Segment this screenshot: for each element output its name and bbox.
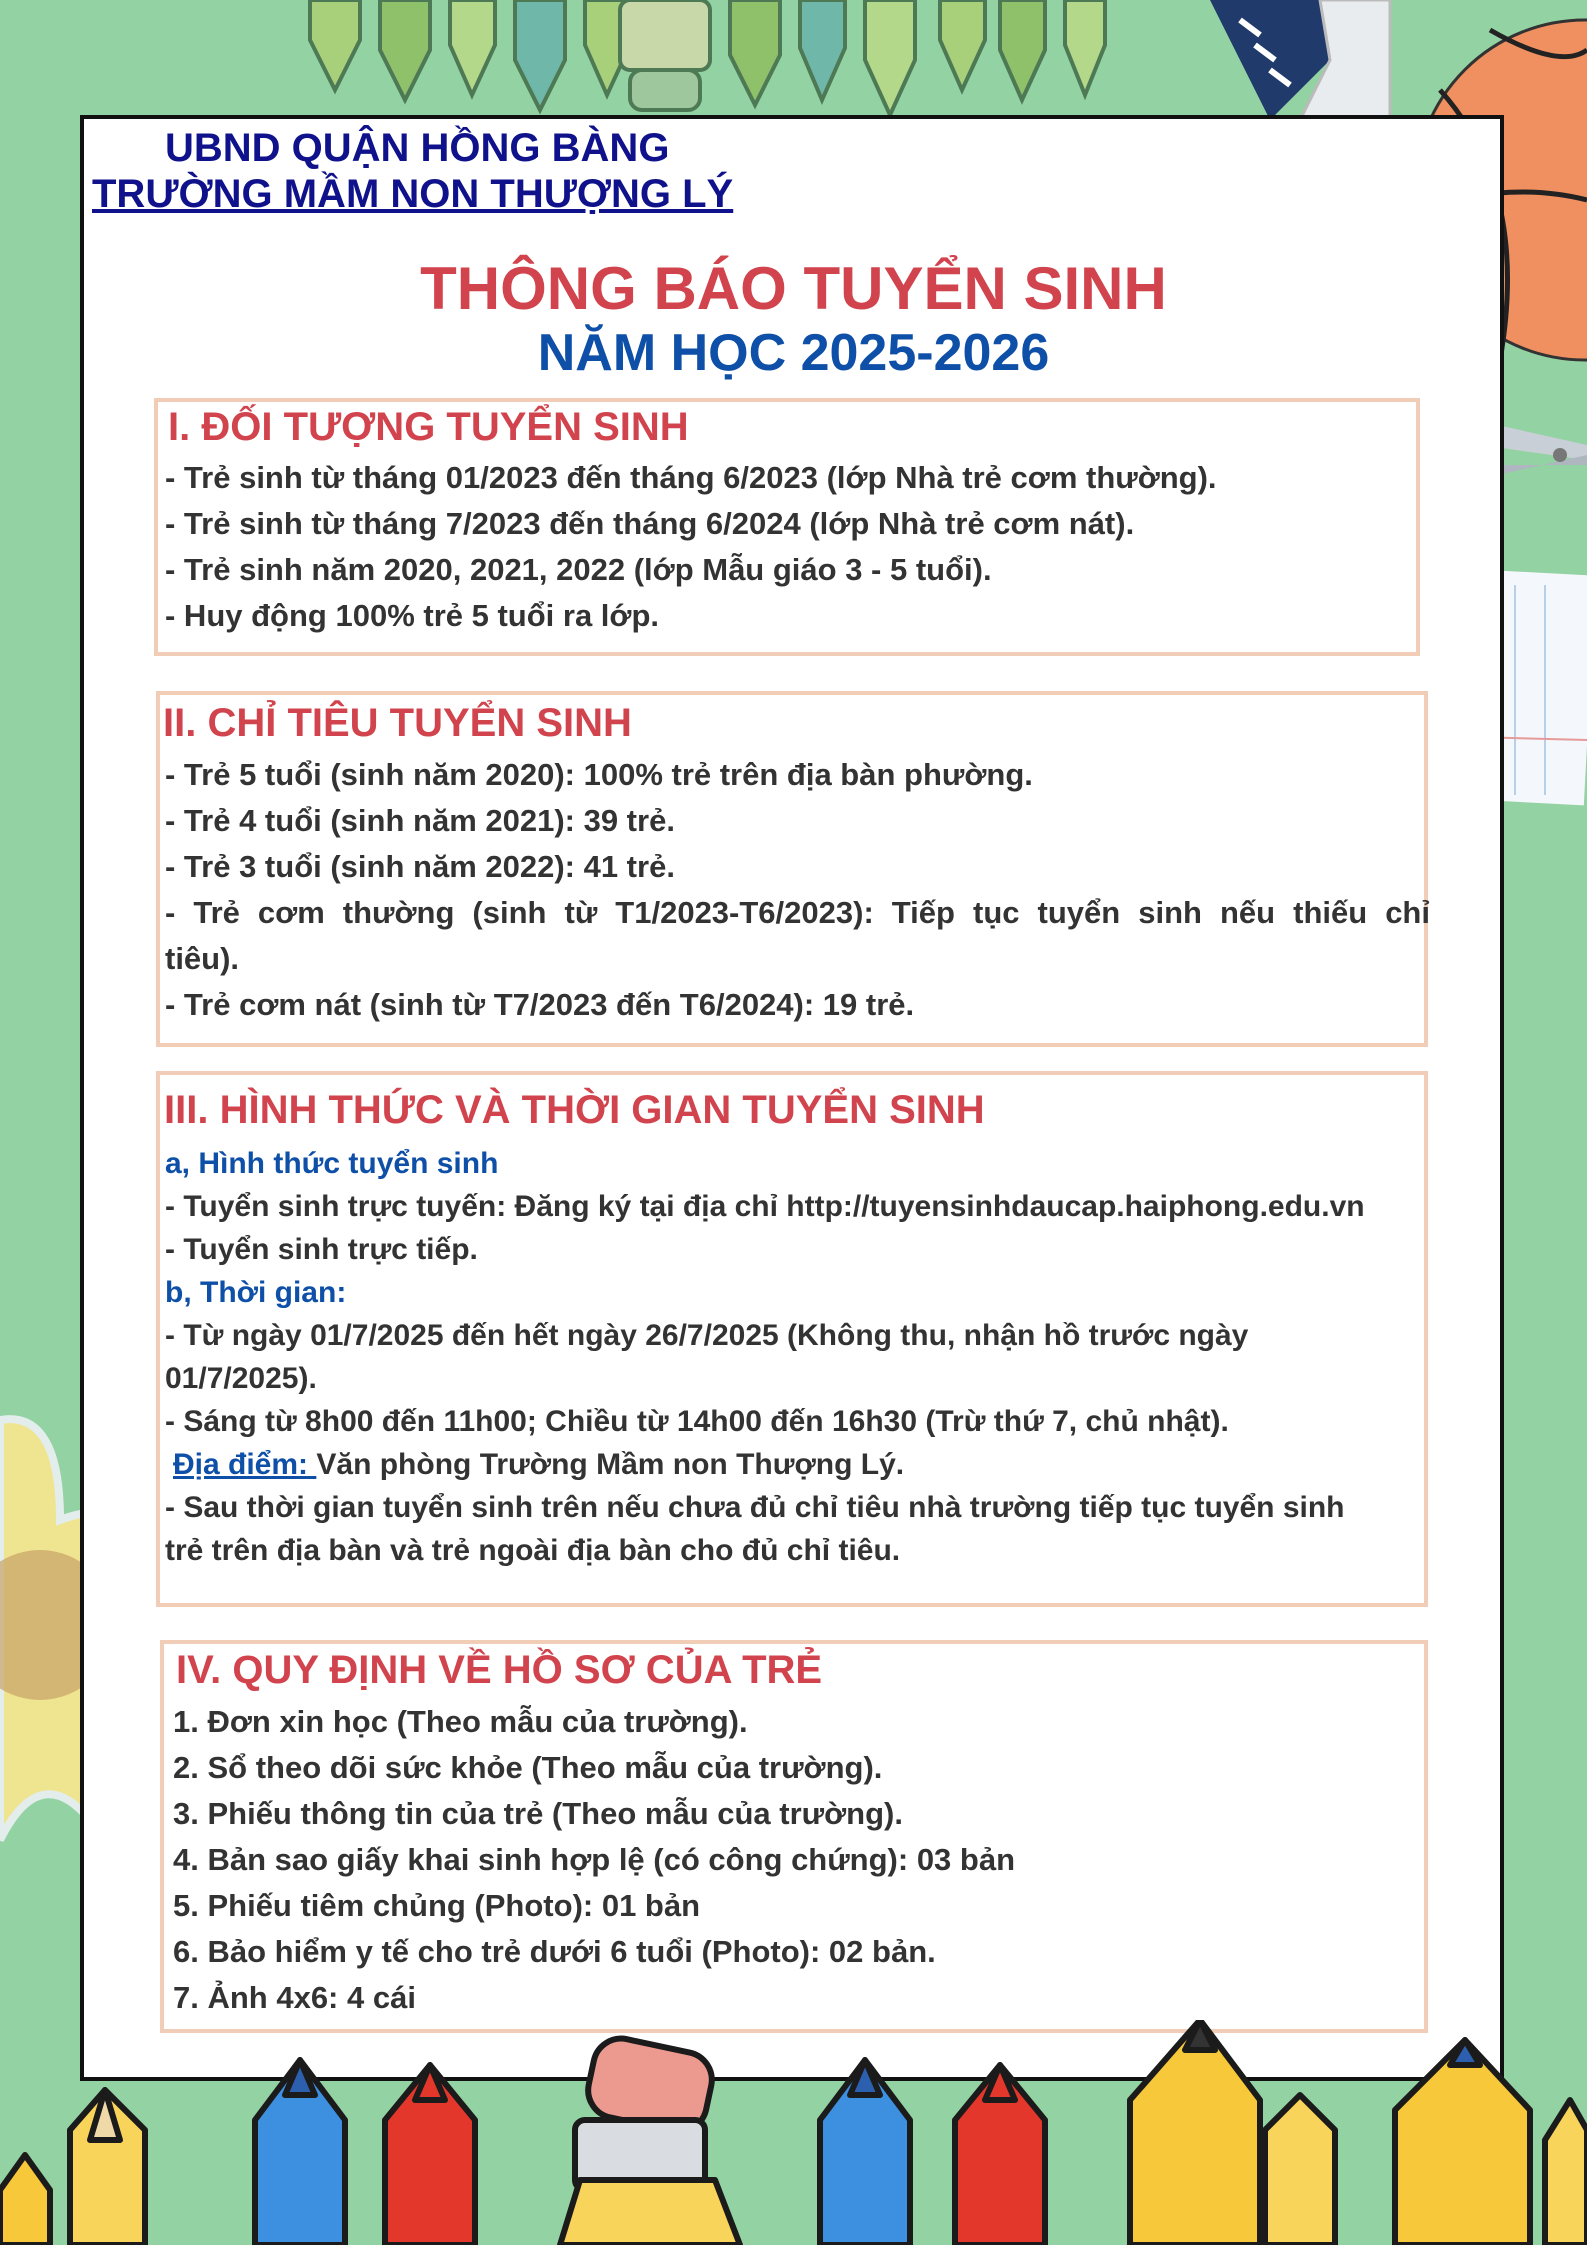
- online-registration-text: - Tuyển sinh trực tuyến: Đăng ký tại địa chỉ http://tuyensinhdaucap.haiphong.edu.vn: [165, 1190, 1365, 1223]
- org-line-district: UBND QUẬN HỒNG BÀNG: [165, 126, 670, 170]
- direct-registration-text: - Tuyển sinh trực tiếp.: [165, 1233, 478, 1266]
- list-item: - Trẻ 3 tuổi (sinh năm 2022): 41 trẻ.: [165, 849, 675, 884]
- list-item: 5. Phiếu tiêm chủng (Photo): 01 bản: [173, 1888, 701, 1923]
- list-item: 7. Ảnh 4x6: 4 cái: [173, 1980, 416, 2015]
- list-item: - Trẻ 5 tuổi (sinh năm 2020): 100% trẻ trên địa bàn phường.: [165, 757, 1033, 792]
- office-hours-text: - Sáng từ 8h00 đến 11h00; Chiều từ 14h00 đến 16h30 (Trừ thứ 7, chủ nhật).: [165, 1405, 1229, 1438]
- page-subtitle: NĂM HỌC 2025-2026: [537, 324, 1050, 382]
- list-item: - Trẻ sinh năm 2020, 2021, 2022 (lớp Mẫu giáo 3 - 5 tuổi).: [165, 552, 992, 587]
- section-quota-title: II. CHỈ TIÊU TUYỂN SINH: [163, 701, 632, 745]
- subsection-time-heading: b, Thời gian:: [165, 1276, 347, 1309]
- section-target-title: I. ĐỐI TƯỢNG TUYỂN SINH: [168, 405, 689, 449]
- location-value: Văn phòng Trường Mầm non Thượng Lý.: [316, 1448, 905, 1481]
- after-period-text: - Sau thời gian tuyển sinh trên nếu chưa đủ chỉ tiêu nhà trường tiếp tục tuyển sinh: [165, 1491, 1345, 1524]
- list-item: - Trẻ cơm nát (sinh từ T7/2023 đến T6/2024): 19 trẻ.: [165, 987, 915, 1022]
- list-item: 1. Đơn xin học (Theo mẫu của trường).: [173, 1704, 748, 1739]
- list-item: 2. Sổ theo dõi sức khỏe (Theo mẫu của trường).: [173, 1750, 883, 1785]
- list-item: 4. Bản sao giấy khai sinh hợp lệ (có công chứng): 03 bản: [173, 1842, 1016, 1877]
- list-item: - Trẻ 4 tuổi (sinh năm 2021): 39 trẻ.: [165, 803, 675, 838]
- after-period-text-cont: trẻ trên địa bàn và trẻ ngoài địa bàn cho đủ chỉ tiêu.: [165, 1534, 901, 1567]
- section-documents-title: IV. QUY ĐỊNH VỀ HỒ SƠ CỦA TRẺ: [176, 1648, 823, 1692]
- subsection-method-heading: a, Hình thức tuyển sinh: [165, 1147, 499, 1180]
- list-item: 3. Phiếu thông tin của trẻ (Theo mẫu của trường).: [173, 1796, 903, 1831]
- list-item: - Trẻ cơm thường (sinh từ T1/2023-T6/2023): Tiếp tục tuyển sinh nếu thiếu chỉ: [165, 895, 1430, 930]
- org-line-school: TRƯỜNG MẦM NON THƯỢNG LÝ: [92, 172, 734, 216]
- location-label: Địa điểm:: [173, 1448, 317, 1481]
- list-item: 6. Bảo hiểm y tế cho trẻ dưới 6 tuổi (Photo): 02 bản.: [173, 1934, 936, 1969]
- list-item: - Trẻ sinh từ tháng 01/2023 đến tháng 6/2023 (lớp Nhà trẻ cơm thường).: [165, 460, 1217, 495]
- date-range-text-cont: 01/7/2025).: [165, 1362, 317, 1395]
- pencils-top-decoration: [300, 0, 1180, 130]
- page-title: THÔNG BÁO TUYỂN SINH: [420, 255, 1167, 322]
- section-method-title: III. HÌNH THỨC VÀ THỜI GIAN TUYỂN SINH: [164, 1088, 985, 1132]
- date-range-text: - Từ ngày 01/7/2025 đến hết ngày 26/7/2025 (Không thu, nhận hồ trước ngày: [165, 1319, 1249, 1352]
- section-documents-box: [160, 1640, 1428, 2033]
- list-item: - Huy động 100% trẻ 5 tuổi ra lớp.: [165, 598, 660, 633]
- pencils-bottom-decoration: [0, 2020, 1587, 2245]
- list-item: - Trẻ sinh từ tháng 7/2023 đến tháng 6/2024 (lớp Nhà trẻ cơm nát).: [165, 506, 1135, 541]
- location-line: [173, 1448, 904, 1482]
- list-item: tiêu).: [165, 941, 240, 976]
